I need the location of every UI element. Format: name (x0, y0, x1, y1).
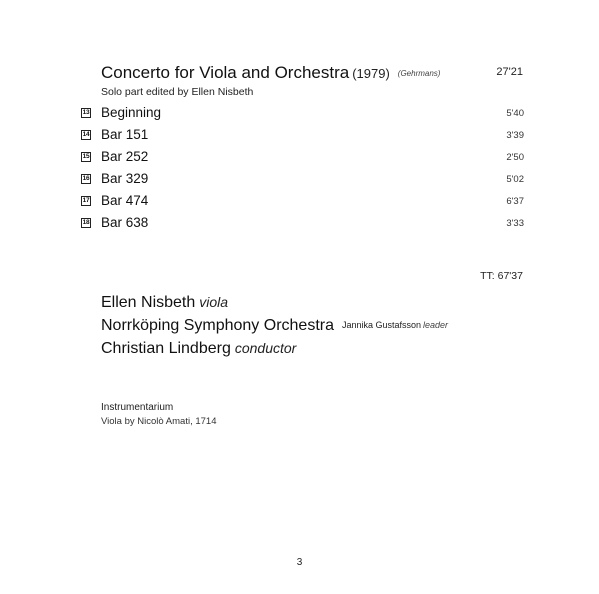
track-title: Bar 151 (101, 127, 149, 142)
page-number: 3 (296, 557, 303, 568)
track-number-box: 14 (82, 131, 90, 138)
track-title: Bar 252 (101, 149, 149, 164)
track-title: Bar 474 (101, 193, 149, 208)
work-heading (101, 63, 440, 86)
track-number-box: 13 (82, 109, 90, 116)
track-number-box: 18 (82, 219, 90, 226)
track-list (81, 103, 524, 235)
performer-orchestra (101, 317, 448, 340)
conductor-role: conductor (234, 340, 297, 356)
track-duration: 3'33 (506, 218, 524, 229)
track-number-box: 15 (82, 153, 90, 160)
total-time: TT: 67'37 (480, 270, 523, 282)
work-publisher: (Gehrmans) (397, 69, 441, 78)
track-title: Bar 329 (101, 171, 149, 186)
leader-name: Jannika Gustafsson (341, 320, 422, 330)
track-duration: 5'02 (506, 174, 524, 185)
track-duration: 6'37 (506, 196, 524, 207)
track-duration: 5'40 (506, 108, 524, 119)
track-title: Bar 638 (101, 215, 149, 230)
track-row (81, 169, 524, 191)
track-row (81, 103, 524, 125)
performer-soloist (101, 294, 448, 317)
work-note: Solo part edited by Ellen Nisbeth (101, 86, 254, 98)
conductor-name: Christian Lindberg (101, 340, 231, 357)
leader-role: leader (423, 320, 449, 330)
soloist-name: Ellen Nisbeth (101, 294, 196, 311)
track-row (81, 147, 524, 169)
work-title: Concerto for Viola and Orchestra (101, 63, 350, 82)
instrumentarium-detail: Viola by Nicolò Amati, 1714 (101, 416, 217, 427)
track-duration: 3'39 (506, 130, 524, 141)
work-year: (1979) (352, 66, 390, 81)
track-number-box: 16 (82, 175, 90, 182)
soloist-role: viola (199, 294, 229, 310)
performer-conductor (101, 340, 448, 363)
orchestra-name: Norrköping Symphony Orchestra (101, 317, 334, 334)
performers (101, 294, 448, 363)
track-row (81, 213, 524, 235)
track-row (81, 125, 524, 147)
track-title: Beginning (101, 105, 162, 120)
track-duration: 2'50 (506, 152, 524, 163)
work-duration: 27'21 (496, 66, 523, 78)
track-row (81, 191, 524, 213)
track-number-box: 17 (82, 197, 90, 204)
instrumentarium-heading: Instrumentarium (101, 402, 174, 413)
